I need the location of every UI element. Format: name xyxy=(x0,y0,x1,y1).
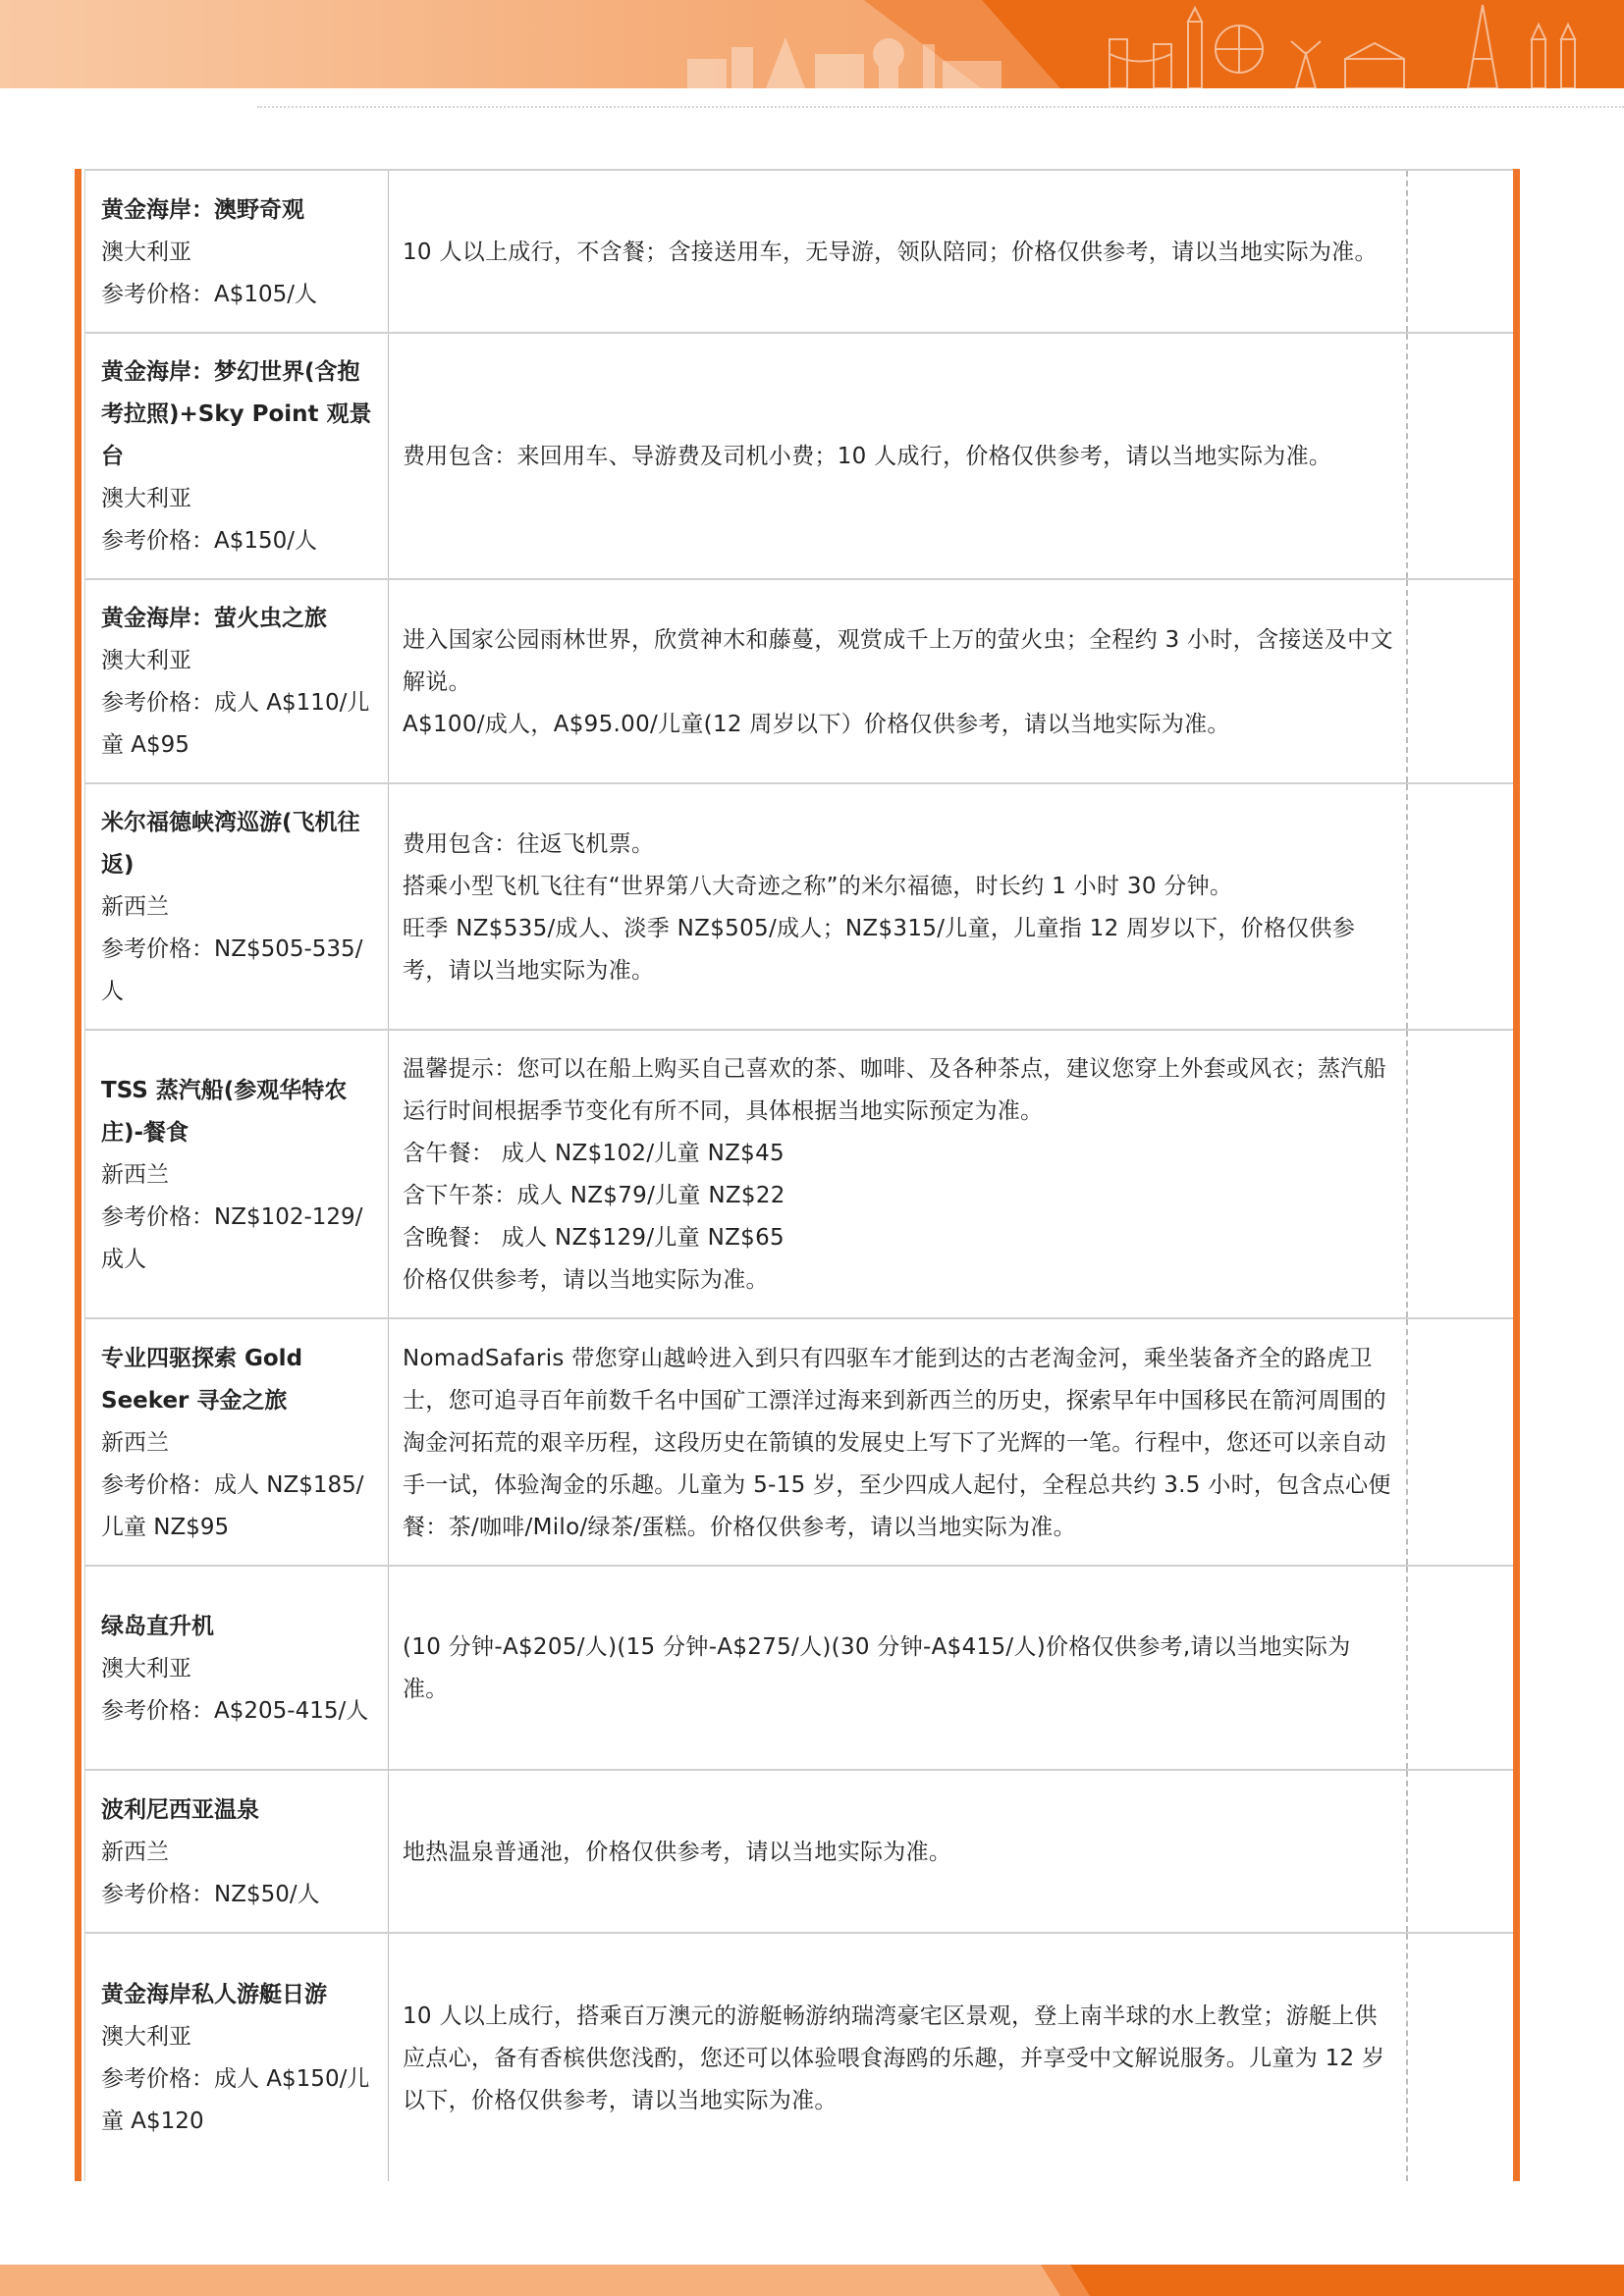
activity-title: 黄金海岸：梦幻世界(含抱考拉照)+Sky Point 观景台 xyxy=(101,359,372,469)
description-text: 进入国家公园雨林世界，欣赏神木和藤蔓，观赏成千上万的萤火虫；全程约 3 小时，含接送及中文解说。 xyxy=(403,626,1393,695)
blank-cell xyxy=(1407,1770,1517,1933)
blank-cell xyxy=(1407,783,1517,1030)
activity-name-cell xyxy=(85,1030,389,1318)
table-row xyxy=(85,579,1517,783)
activity-name-cell xyxy=(85,1933,389,2181)
activity-name-cell xyxy=(85,333,389,579)
blank-cell xyxy=(1407,1566,1517,1770)
activity-title: 波利尼西亚温泉 xyxy=(101,1796,259,1823)
activity-title: 黄金海岸私人游艇日游 xyxy=(101,1982,327,2007)
activity-title: 专业四驱探索 Gold Seeker 寻金之旅 xyxy=(101,1345,303,1414)
activity-description-cell xyxy=(389,1318,1408,1566)
blank-cell xyxy=(1407,579,1517,783)
activity-name-cell xyxy=(85,579,389,783)
activity-description-cell xyxy=(389,1566,1408,1770)
activity-name-cell xyxy=(85,170,389,333)
activity-price: 参考价格：NZ$505-535/人 xyxy=(101,936,363,1004)
description-text: (10 分钟-A$205/人)(15 分钟-A$275/人)(30 分钟-A$415/人)价格仅供参考,请以当地实际为准。 xyxy=(403,1634,1351,1702)
description-text: 含午餐： 成人 NZ$102/儿童 NZ$45 xyxy=(403,1141,785,1166)
description-text: 地热温泉普通池，价格仅供参考，请以当地实际为准。 xyxy=(403,1839,952,1865)
activity-description-cell xyxy=(389,783,1408,1030)
activity-name-cell xyxy=(85,783,389,1030)
activity-region: 新西兰 xyxy=(101,894,169,920)
description-text: 费用包含：来回用车、导游费及司机小费；10 人成行，价格仅供参考，请以当地实际为准。 xyxy=(403,444,1332,469)
description-text: 搭乘小型飞机飞往有“世界第八大奇迹之称”的米尔福德，时长约 1 小时 30 分钟。 xyxy=(403,873,1233,899)
blank-cell xyxy=(1407,1933,1517,2181)
activity-title: 黄金海岸：澳野奇观 xyxy=(101,196,304,223)
activity-price: 参考价格：成人 A$110/儿童 A$95 xyxy=(101,690,370,758)
activity-description-cell xyxy=(389,1933,1408,2181)
activity-title: TSS 蒸汽船(参观华特农庄)-餐食 xyxy=(101,1077,348,1146)
activity-region: 澳大利亚 xyxy=(101,1655,191,1682)
activity-description-cell xyxy=(389,333,1408,579)
blank-cell xyxy=(1407,1030,1517,1318)
table-row xyxy=(85,170,1517,333)
activity-description-cell xyxy=(389,579,1408,783)
header-divider xyxy=(257,106,1624,108)
activity-title: 米尔福德峡湾巡游(飞机往返) xyxy=(101,810,360,878)
activity-region: 新西兰 xyxy=(101,1161,169,1188)
activity-description-cell xyxy=(389,170,1408,333)
activity-price: 参考价格：A$205-415/人 xyxy=(101,1697,369,1724)
activity-name-cell xyxy=(85,1566,389,1770)
table-row xyxy=(85,1030,1517,1318)
footer-banner xyxy=(0,2265,1624,2296)
activity-region: 澳大利亚 xyxy=(101,648,191,673)
description-text: 旺季 NZ$535/成人、淡季 NZ$505/成人；NZ$315/儿童，儿童指 12 周岁以下，价格仅供参考，请以当地实际为准。 xyxy=(403,915,1356,984)
activity-title: 绿岛直升机 xyxy=(101,1613,214,1639)
activity-price: 参考价格：成人 NZ$185/儿童 NZ$95 xyxy=(101,1471,364,1540)
activity-region: 澳大利亚 xyxy=(101,486,191,511)
activity-price: 参考价格：NZ$50/人 xyxy=(101,1881,320,1907)
table-row xyxy=(85,333,1517,579)
header-banner xyxy=(0,0,1624,88)
description-text: 温馨提示：您可以在船上购买自己喜欢的茶、咖啡、及各种茶点，建议您穿上外套或风衣；蒸汽船运行时间根据季节变化有所不同，具体根据当地实际预定为准。 xyxy=(403,1056,1386,1124)
table-row xyxy=(85,1566,1517,1770)
activity-description-cell xyxy=(389,1030,1408,1318)
activity-price: 参考价格：A$105/人 xyxy=(101,281,318,307)
activity-price: 参考价格：NZ$102-129/成人 xyxy=(101,1203,363,1272)
blank-cell xyxy=(1407,1318,1517,1566)
description-text: 含下午茶：成人 NZ$79/儿童 NZ$22 xyxy=(403,1183,785,1208)
activity-region: 新西兰 xyxy=(101,1839,169,1865)
description-text: 含晚餐： 成人 NZ$129/儿童 NZ$65 xyxy=(403,1225,785,1251)
description-text: NomadSafaris 带您穿山越岭进入到只有四驱车才能到达的古老淘金河，乘坐装备齐全的路虎卫士，您可追寻百年前数千名中国矿工漂洋过海来到新西兰的历史，探索早年中国移民在箭河周围的淘金河拓荒的艰辛历程，这段历史在箭镇的发展史上写下了光辉的一笔。行程中，您还可以亲自动手一试，体验淘金的乐趣。儿童为 5-15 岁，至少四成人起付，全程总共约 3.5 小时，包含点心便餐：茶/咖啡/Milo/绿茶/蛋糕。价格仅供参考，请以当地实际为准。 xyxy=(403,1345,1391,1540)
activity-name-cell xyxy=(85,1318,389,1566)
blank-cell xyxy=(1407,333,1517,579)
activity-region: 澳大利亚 xyxy=(101,2024,191,2050)
description-text: 10 人以上成行，不含餐；含接送用车，无导游，领队陪同；价格仅供参考，请以当地实际为准。 xyxy=(403,239,1378,265)
activity-region: 澳大利亚 xyxy=(101,239,191,265)
table-row xyxy=(85,1318,1517,1566)
description-text: A$100/成人，A$95.00/儿童(12 周岁以下）价格仅供参考，请以当地实际为准。 xyxy=(403,711,1230,737)
activity-description-cell xyxy=(389,1770,1408,1933)
activity-price: 参考价格：成人 A$150/儿童 A$120 xyxy=(101,2066,370,2134)
activity-table xyxy=(75,169,1520,2181)
table-row xyxy=(85,1933,1517,2181)
blank-cell xyxy=(1407,170,1517,333)
table-row xyxy=(85,783,1517,1030)
description-text: 费用包含：往返飞机票。 xyxy=(403,830,655,857)
description-text: 价格仅供参考，请以当地实际为准。 xyxy=(403,1267,769,1293)
activity-title: 黄金海岸：萤火虫之旅 xyxy=(101,606,327,631)
table-row xyxy=(85,1770,1517,1933)
activity-name-cell xyxy=(85,1770,389,1933)
activity-price: 参考价格：A$150/人 xyxy=(101,528,318,554)
activity-region: 新西兰 xyxy=(101,1429,169,1456)
description-text: 10 人以上成行，搭乘百万澳元的游艇畅游纳瑞湾豪宅区景观，登上南半球的水上教堂；游艇上供应点心，备有香槟供您浅酌，您还可以体验喂食海鸥的乐趣，并享受中文解说服务。儿童为 12 岁以下，价格仅供参考，请以当地实际为准。 xyxy=(403,2002,1385,2113)
